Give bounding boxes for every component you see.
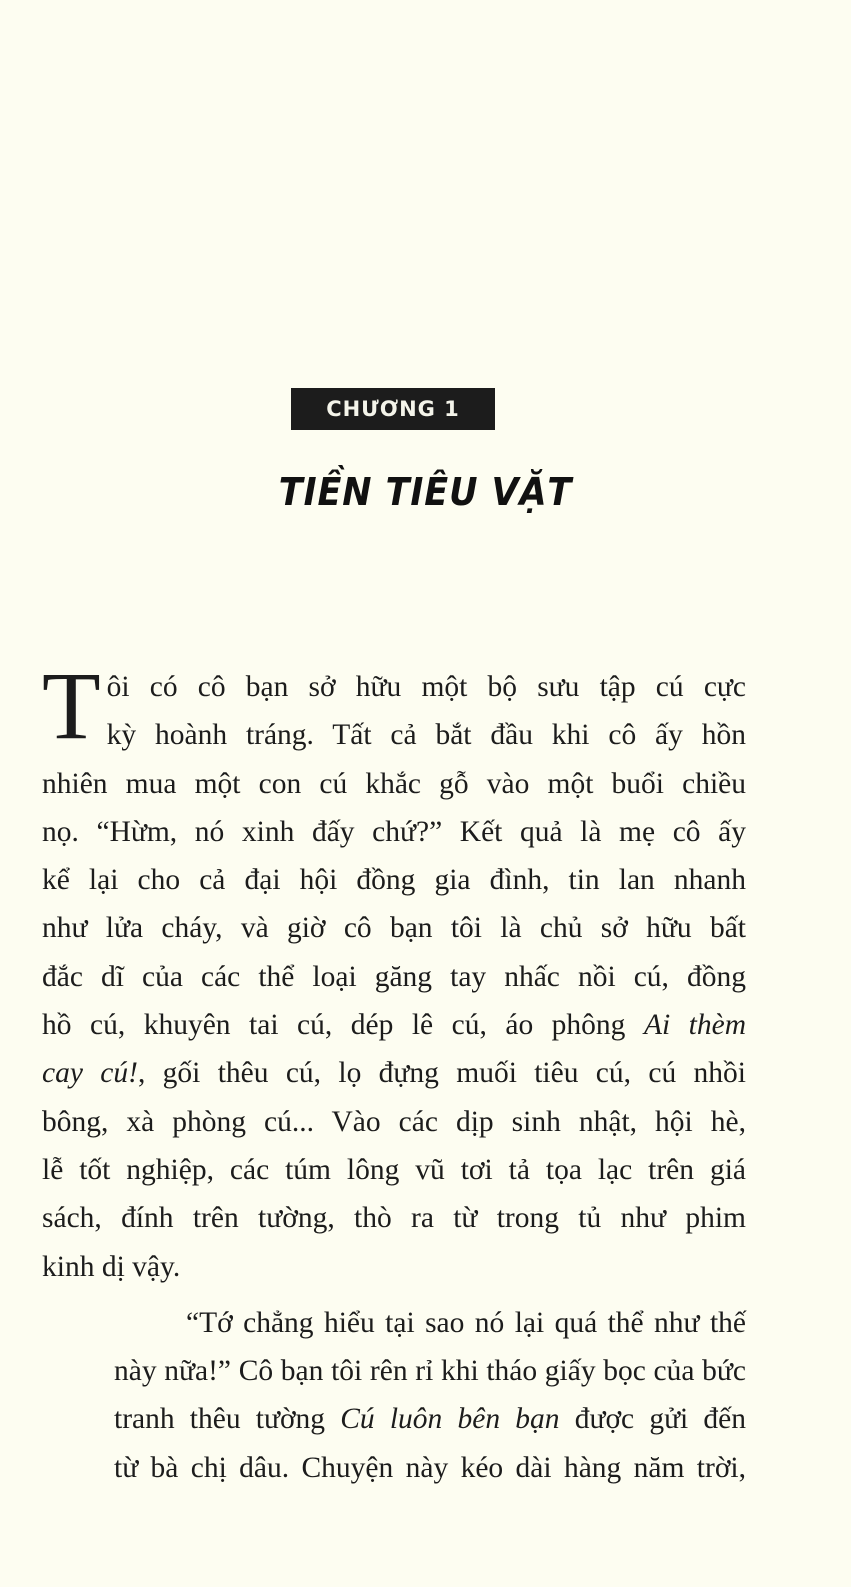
text-line: như lửa cháy, và giờ cô bạn tôi là chủ sở hữu bất [42,912,746,945]
body-text [42,652,747,1492]
text-line: nọ. “Hừm, nó xinh đấy chứ?” Kết quả là mẹ cô ấy [42,815,746,848]
text-line [42,1001,746,1049]
text-line: từ bà chị dâu. Chuyện này kéo dài hàng năm trời, [114,1451,746,1484]
text-segment: tranh thêu tường [114,1403,326,1436]
italic-phrase: Ai thèm [643,1009,746,1042]
paragraph-2 [42,1299,746,1492]
text-line [42,1049,746,1097]
italic-phrase: cay cú! [42,1057,138,1090]
text-line: sách, đính trên tường, thò ra từ trong tủ như phim [42,1202,746,1235]
chapter-title: TIỀN TIÊU VẶT [278,470,573,514]
text-line: kinh dị vậy. [42,1250,181,1283]
chapter-label: CHƯƠNG 1 [326,397,460,421]
text-line: bông, xà phòng cú... Vào các dịp sinh nhật, hội hè, [42,1105,746,1138]
text-line: kỳ hoành tráng. Tất cả bắt đầu khi cô ấy hồn [106,719,746,752]
italic-phrase: Cú luôn bên bạn [340,1403,560,1436]
text-line: này nữa!” Cô bạn tôi rên rỉ khi tháo giấy bọc của bức [114,1355,746,1388]
text-segment: được gửi đến [574,1403,747,1436]
text-line: nhiên mua một con cú khắc gỗ vào một buổi chiều [42,767,746,800]
text-segment: , gối thêu cú, lọ đựng muối tiêu cú, cú nhồi [137,1057,746,1090]
text-line: “Tớ chẳng hiểu tại sao nó lại quá thể như thế [186,1306,746,1339]
text-line [42,1395,746,1443]
text-line: ôi có cô bạn sở hữu một bộ sưu tập cú cực [106,671,746,703]
text-line: lễ tốt nghiệp, các túm lông vũ tơi tả tọa lạc trên giá [42,1153,746,1186]
text-line: kể lại cho cả đại hội đồng gia đình, tin lan nhanh [42,864,746,897]
chapter-label-badge [291,388,495,430]
drop-cap: T [42,652,101,759]
paragraph-1 [42,652,746,1291]
text-line: đắc dĩ của các thể loại găng tay nhấc nồi cú, đồng [42,960,746,993]
text-segment: hồ cú, khuyên tai cú, dép lê cú, áo phông [42,1009,626,1042]
